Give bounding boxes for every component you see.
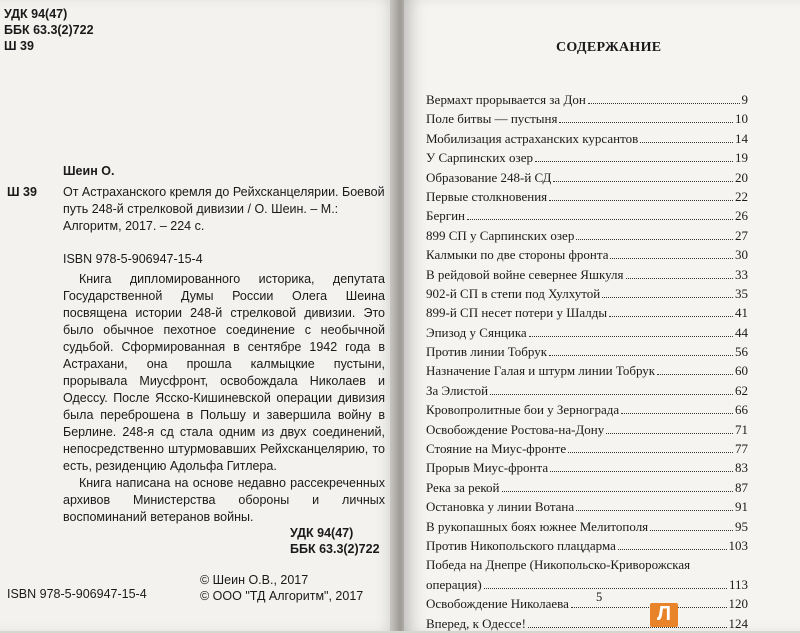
toc-entry-page: 33 <box>735 266 748 282</box>
toc-entry-title: За Элистой <box>426 382 489 398</box>
table-of-contents <box>426 90 748 633</box>
toc-leader-dots <box>550 459 733 472</box>
toc-leader-dots <box>610 246 733 259</box>
toc-entry <box>426 323 748 342</box>
toc-entry <box>426 129 748 148</box>
toc-entry-page: 95 <box>735 518 748 534</box>
toc-leader-dots <box>502 479 733 492</box>
toc-entry-page: 60 <box>735 363 748 379</box>
toc-entry <box>426 594 748 613</box>
copyright-block <box>200 572 363 604</box>
toc-entry <box>426 536 748 555</box>
toc-entry <box>426 206 748 225</box>
toc-leader-dots <box>602 285 733 298</box>
toc-entry-page: 19 <box>735 150 748 166</box>
udk-code: УДК 94(47) <box>4 7 68 21</box>
toc-entry <box>426 381 748 400</box>
classification-bottom <box>290 525 380 557</box>
author-heading: Шеин О. <box>63 164 115 178</box>
toc-entry-title: У Сарпинских озер <box>426 150 533 166</box>
udk-code-bottom: УДК 94(47) <box>290 526 354 540</box>
toc-entry-page: 30 <box>735 247 748 263</box>
toc-entry-page: 27 <box>735 227 748 243</box>
toc-entry-title-cont <box>426 575 748 594</box>
toc-leader-dots <box>490 382 733 395</box>
toc-entry-multiline <box>426 555 748 594</box>
toc-leader-dots <box>549 188 733 201</box>
toc-leader-dots <box>559 110 733 123</box>
toc-entry-page: 35 <box>735 285 748 301</box>
toc-entry-page: 14 <box>735 130 748 146</box>
toc-entry-title: Вперед, к Одессе! <box>426 615 526 631</box>
toc-entry <box>426 168 748 187</box>
toc-entry <box>426 303 748 322</box>
page-number: 5 <box>596 590 603 604</box>
toc-leader-dots <box>528 615 727 628</box>
toc-entry-title: 899 СП у Сарпинских озер <box>426 227 575 243</box>
toc-entry-page: 83 <box>735 460 748 476</box>
toc-leader-dots <box>657 362 733 375</box>
classification-top <box>4 6 94 54</box>
toc-entry-title: Освобождение Ростова-на-Дону <box>426 421 605 437</box>
toc-entry <box>426 478 748 497</box>
toc-entry-page: 62 <box>735 382 748 398</box>
copyright-author: © Шеин О.В., 2017 <box>200 573 309 587</box>
toc-leader-dots <box>553 169 733 182</box>
toc-entry <box>426 342 748 361</box>
toc-leader-dots <box>621 401 733 414</box>
toc-entry <box>426 226 748 245</box>
copyright-publisher: © ООО "ТД Алгоритм", 2017 <box>200 589 364 603</box>
toc-entry-title: Остановка у линии Вотана <box>426 499 575 515</box>
toc-entry-page: 66 <box>735 402 748 418</box>
toc-entry <box>426 361 748 380</box>
toc-title: СОДЕРЖАНИЕ <box>556 40 662 55</box>
toc-leader-dots <box>618 537 727 550</box>
toc-entry-page: 113 <box>728 576 748 592</box>
toc-entry-title: Мобилизация астраханских курсантов <box>426 130 639 146</box>
toc-entry-title: Калмыки по две стороны фронта <box>426 247 609 263</box>
toc-leader-dots <box>650 518 733 531</box>
toc-entry-title: Против Никопольского плацдарма <box>426 537 616 553</box>
toc-leader-dots <box>640 130 733 143</box>
toc-entry-page: 20 <box>735 169 748 185</box>
toc-entry-title: Прорыв Миус-фронта <box>426 460 549 476</box>
toc-entry-title: Назначение Галая и штурм линии Тобрук <box>426 363 656 379</box>
toc-entry-page: 10 <box>735 111 748 127</box>
toc-entry-title: Освобождение Николаева <box>426 596 569 612</box>
toc-leader-dots <box>529 324 733 337</box>
bbk-code: ББК 63.3(2)722 <box>4 23 94 37</box>
toc-entry <box>426 187 748 206</box>
toc-leader-dots <box>467 207 733 220</box>
toc-entry <box>426 148 748 167</box>
toc-entry-page: 87 <box>735 479 748 495</box>
toc-entry <box>426 90 748 109</box>
toc-entry <box>426 439 748 458</box>
toc-entry-title: Стояние на Миус-фронте <box>426 441 567 457</box>
toc-entry-title: Кровопролитные бои у Зернограда <box>426 402 620 418</box>
toc-leader-dots <box>568 440 733 453</box>
toc-entry-title: 899-й СП несет потери у Шалды <box>426 305 608 321</box>
toc-leader-dots <box>571 595 727 608</box>
toc-entry-page: 44 <box>735 324 748 340</box>
toc-leader-dots <box>549 343 733 356</box>
annotation-paragraph: Книга написана на основе недавно рассекреченных архивов Министерства обороны и личных воспоминаний ветеранов войны. <box>63 476 385 524</box>
toc-entry-page: 22 <box>735 188 748 204</box>
toc-leader-dots <box>535 149 733 162</box>
toc-entry-title: 902-й СП в степи под Хулхутой <box>426 285 601 301</box>
toc-entry-title: Поле битвы — пустыня <box>426 111 558 127</box>
toc-entry-title: Вермахт прорывается за Дон <box>426 92 586 107</box>
toc-entry <box>426 400 748 419</box>
toc-entry-page: 120 <box>728 596 748 612</box>
toc-entry-title: Победа на Днепре (Никопольско-Криворожская <box>426 557 691 573</box>
toc-entry-page: 103 <box>728 537 748 553</box>
toc-entry-page: 77 <box>735 441 748 457</box>
toc-leader-dots <box>609 304 733 317</box>
isbn-bottom: ISBN 978-5-906947-15-4 <box>7 587 147 601</box>
bbk-code-bottom: ББК 63.3(2)722 <box>290 542 380 556</box>
author-mark-side: Ш 39 <box>7 185 37 199</box>
toc-leader-dots <box>576 227 733 240</box>
toc-leader-dots <box>588 91 740 104</box>
publisher-logo-letter: Л <box>657 603 672 625</box>
left-page <box>0 0 396 631</box>
toc-leader-dots <box>576 498 733 511</box>
toc-entry-page: 124 <box>728 615 748 631</box>
toc-entry <box>426 420 748 439</box>
toc-entry <box>426 458 748 477</box>
toc-entry <box>426 614 748 633</box>
toc-entry <box>426 109 748 128</box>
toc-entry-title: Образование 248-й СД <box>426 169 552 185</box>
bibliographic-record: От Астраханского кремля до Рейхсканцелярии. Боевой путь 248-й стрелковой дивизии / О. Шеин. – М.: Алгоритм, 2017. – 224 с. <box>63 185 385 233</box>
toc-entry-title: Река за рекой <box>426 479 500 495</box>
isbn-mid: ISBN 978-5-906947-15-4 <box>63 252 203 266</box>
toc-entry <box>426 245 748 264</box>
toc-entry-page: 41 <box>735 305 748 321</box>
toc-entry-page: 71 <box>735 421 748 437</box>
toc-entry <box>426 265 748 284</box>
toc-leader-dots <box>606 421 733 434</box>
toc-entry-title: В рейдовой войне севернее Яшкуля <box>426 266 624 282</box>
toc-leader-dots <box>626 266 734 279</box>
toc-entry-title: Бергин <box>426 208 465 224</box>
toc-leader-dots <box>484 576 727 589</box>
annotation <box>63 271 385 526</box>
toc-entry-title: В рукопашных боях южнее Мелитополя <box>426 518 649 534</box>
annotation-paragraph: Книга дипломированного историка, депутата Государственной Думы России Олега Шеина посвящена истории 248-й стрелковой дивизии. Это было обычное пехотное соединение с необычной судьбой. Сформированная в сентябре 1942 года в Астрахани, она прошла калмыцкие пустыни, прорывала Миусфронт, освобождала Николаев и Одессу. После Ясско-Кишиневской операции дивизия была переброшена в Польшу и завершила войну в Берлине. 248-я сд стала одним из двух соединений, непосредственно штурмовавших Рейхсканцелярию, то есть, резиденцию Адольфа Гитлера. <box>63 272 385 473</box>
toc-entry-title: Против линии Тобрук <box>426 344 548 360</box>
toc-entry-title: Эпизод у Сянцика <box>426 324 527 340</box>
toc-entry-page: 26 <box>735 208 748 224</box>
toc-entry-title: Первые столкновения <box>426 188 548 204</box>
toc-entry <box>426 517 748 536</box>
toc-entry <box>426 284 748 303</box>
toc-entry-page: 9 <box>741 92 748 107</box>
toc-entry-title: операция) <box>426 576 482 592</box>
toc-entry-page: 56 <box>735 344 748 360</box>
toc-entry <box>426 497 748 516</box>
publisher-logo-icon <box>650 603 678 627</box>
author-mark: Ш 39 <box>4 39 34 53</box>
toc-entry-page: 91 <box>735 499 748 515</box>
